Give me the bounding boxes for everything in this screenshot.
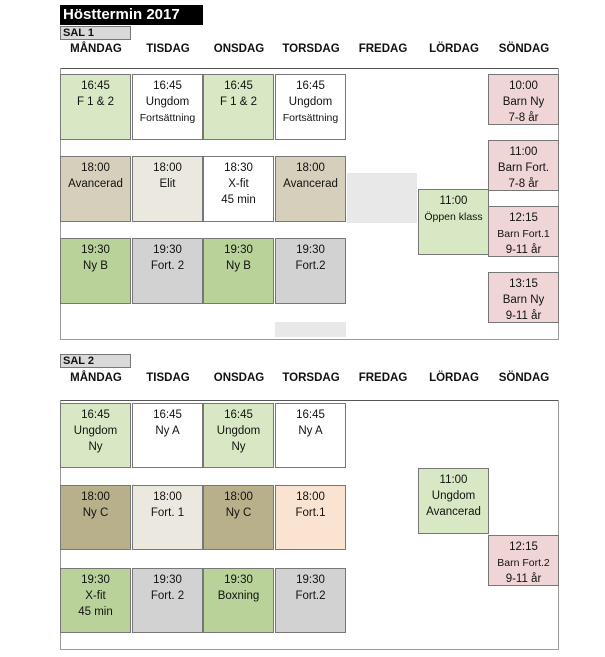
empty-slot <box>347 173 417 223</box>
session-line: 19:30 <box>224 574 253 586</box>
session-line: Ungdom <box>288 96 333 108</box>
session-line: F 1 & 2 <box>219 96 258 108</box>
day-header: SÖNDAG <box>498 372 550 384</box>
session-line: Ny <box>88 441 103 453</box>
session-line: 18:00 <box>224 491 253 503</box>
session-line: 9-11 år <box>505 573 542 585</box>
session-line: 16:45 <box>153 409 182 421</box>
session-line: 19:30 <box>296 244 325 256</box>
session-cell <box>132 485 203 550</box>
session-line: Barn Fort.1 <box>497 228 550 240</box>
schedule-title: Hösttermin 2017 <box>60 5 203 25</box>
session-line: 16:45 <box>224 80 253 92</box>
session-line: 16:45 <box>153 80 182 92</box>
session-line: 18:00 <box>296 491 325 503</box>
session-line: Barn Ny <box>502 294 545 306</box>
session-line: Barn Fort.2 <box>497 557 550 569</box>
session-cell <box>203 568 274 633</box>
session-line: Ny A <box>155 425 180 437</box>
session-line: 19:30 <box>81 574 110 586</box>
session-cell <box>60 156 131 222</box>
session-cell <box>60 485 131 550</box>
session-line: Öppen klass <box>424 211 483 223</box>
session-line: Ny <box>231 441 246 453</box>
session-cell-saturday <box>418 468 489 534</box>
session-line: Barn Fort. <box>497 162 550 174</box>
session-line: 12:15 <box>509 212 538 224</box>
day-header: SÖNDAG <box>498 43 550 55</box>
session-cell-sunday <box>488 535 559 586</box>
day-header: MÅNDAG <box>70 372 122 384</box>
session-cell <box>60 238 131 304</box>
session-line: 16:45 <box>224 409 253 421</box>
day-header: FREDAG <box>358 372 408 384</box>
day-header: MÅNDAG <box>70 43 122 55</box>
session-line: 18:30 <box>224 162 253 174</box>
session-line: 12:15 <box>509 541 538 553</box>
session-line: 19:30 <box>153 574 182 586</box>
session-cell <box>132 403 203 468</box>
session-line: 18:00 <box>296 162 325 174</box>
session-cell <box>275 485 346 550</box>
session-cell <box>275 74 346 140</box>
day-header: FREDAG <box>358 43 408 55</box>
session-cell <box>203 74 274 140</box>
session-cell <box>132 568 203 633</box>
session-line: 16:45 <box>81 80 110 92</box>
session-cell <box>203 156 274 222</box>
day-header: TORSDAG <box>282 372 340 384</box>
session-line: 9-11 år <box>505 310 542 322</box>
session-line: 19:30 <box>81 244 110 256</box>
session-line: Ny C <box>82 507 109 519</box>
session-line: Ungdom <box>145 96 190 108</box>
session-line: 45 min <box>221 194 256 206</box>
empty-slot <box>275 322 346 337</box>
session-line: Fort.2 <box>295 260 326 272</box>
session-line: Ungdom <box>431 490 476 502</box>
session-cell <box>132 156 203 222</box>
session-cell <box>203 485 274 550</box>
session-line: 7-8 år <box>508 178 539 190</box>
session-line: Fortsättning <box>139 112 196 124</box>
session-line: 19:30 <box>296 574 325 586</box>
session-line: Fort.2 <box>295 590 326 602</box>
session-line: 45 min <box>78 606 113 618</box>
session-line: F 1 & 2 <box>76 96 115 108</box>
session-line: Ny B <box>226 260 251 272</box>
session-cell-sunday <box>488 140 559 191</box>
session-line: Elit <box>159 178 176 190</box>
session-line: 16:45 <box>81 409 110 421</box>
session-cell-sunday <box>488 272 559 323</box>
session-cell <box>60 74 131 140</box>
day-header: TISDAG <box>146 372 190 384</box>
session-cell-saturday <box>418 189 489 255</box>
session-line: 18:00 <box>81 491 110 503</box>
session-line: X-fit <box>85 590 106 602</box>
session-line: Fort. 1 <box>150 507 185 519</box>
session-cell <box>275 403 346 468</box>
day-header: TORSDAG <box>282 43 340 55</box>
session-line: 13:15 <box>509 278 538 290</box>
session-line: 18:00 <box>153 162 182 174</box>
session-cell <box>203 403 274 468</box>
hall-label: SAL 1 <box>60 26 131 40</box>
session-cell <box>275 238 346 304</box>
session-line: 19:30 <box>224 244 253 256</box>
session-line: 10:00 <box>509 80 538 92</box>
day-header: LÖRDAG <box>429 43 479 55</box>
session-line: Fort.1 <box>295 507 326 519</box>
session-cell <box>60 403 131 468</box>
session-line: Ny C <box>225 507 252 519</box>
session-line: 9-11 år <box>505 244 542 256</box>
session-line: Boxning <box>217 590 260 602</box>
session-line: 7-8 år <box>508 112 539 124</box>
session-cell <box>60 568 131 633</box>
session-line: 16:45 <box>296 80 325 92</box>
session-line: Ungdom <box>73 425 118 437</box>
session-cell <box>275 568 346 633</box>
session-line: 18:00 <box>81 162 110 174</box>
session-line: Ny B <box>83 260 108 272</box>
session-line: Avancerad <box>283 178 338 190</box>
session-line: Avancerad <box>68 178 123 190</box>
session-line: 11:00 <box>439 474 468 486</box>
session-cell-sunday <box>488 206 559 257</box>
session-line: 11:00 <box>439 195 468 207</box>
day-header: TISDAG <box>146 43 190 55</box>
session-line: Avancerad <box>426 506 481 518</box>
day-header: ONSDAG <box>213 43 265 55</box>
day-header: ONSDAG <box>213 372 265 384</box>
session-line: 16:45 <box>296 409 325 421</box>
session-cell <box>203 238 274 304</box>
session-line: Ungdom <box>216 425 261 437</box>
session-cell-sunday <box>488 74 559 125</box>
session-line: 18:00 <box>153 491 182 503</box>
session-line: X-fit <box>228 178 249 190</box>
session-line: Fortsättning <box>282 112 339 124</box>
session-line: Barn Ny <box>502 96 545 108</box>
session-line: Ny A <box>298 425 323 437</box>
session-cell <box>275 156 346 222</box>
session-line: 19:30 <box>153 244 182 256</box>
session-cell <box>132 74 203 140</box>
session-cell <box>132 238 203 304</box>
hall-label: SAL 2 <box>60 354 131 368</box>
session-line: 11:00 <box>509 146 538 158</box>
session-line: Fort. 2 <box>150 590 185 602</box>
session-line: Fort. 2 <box>150 260 185 272</box>
day-header: LÖRDAG <box>429 372 479 384</box>
